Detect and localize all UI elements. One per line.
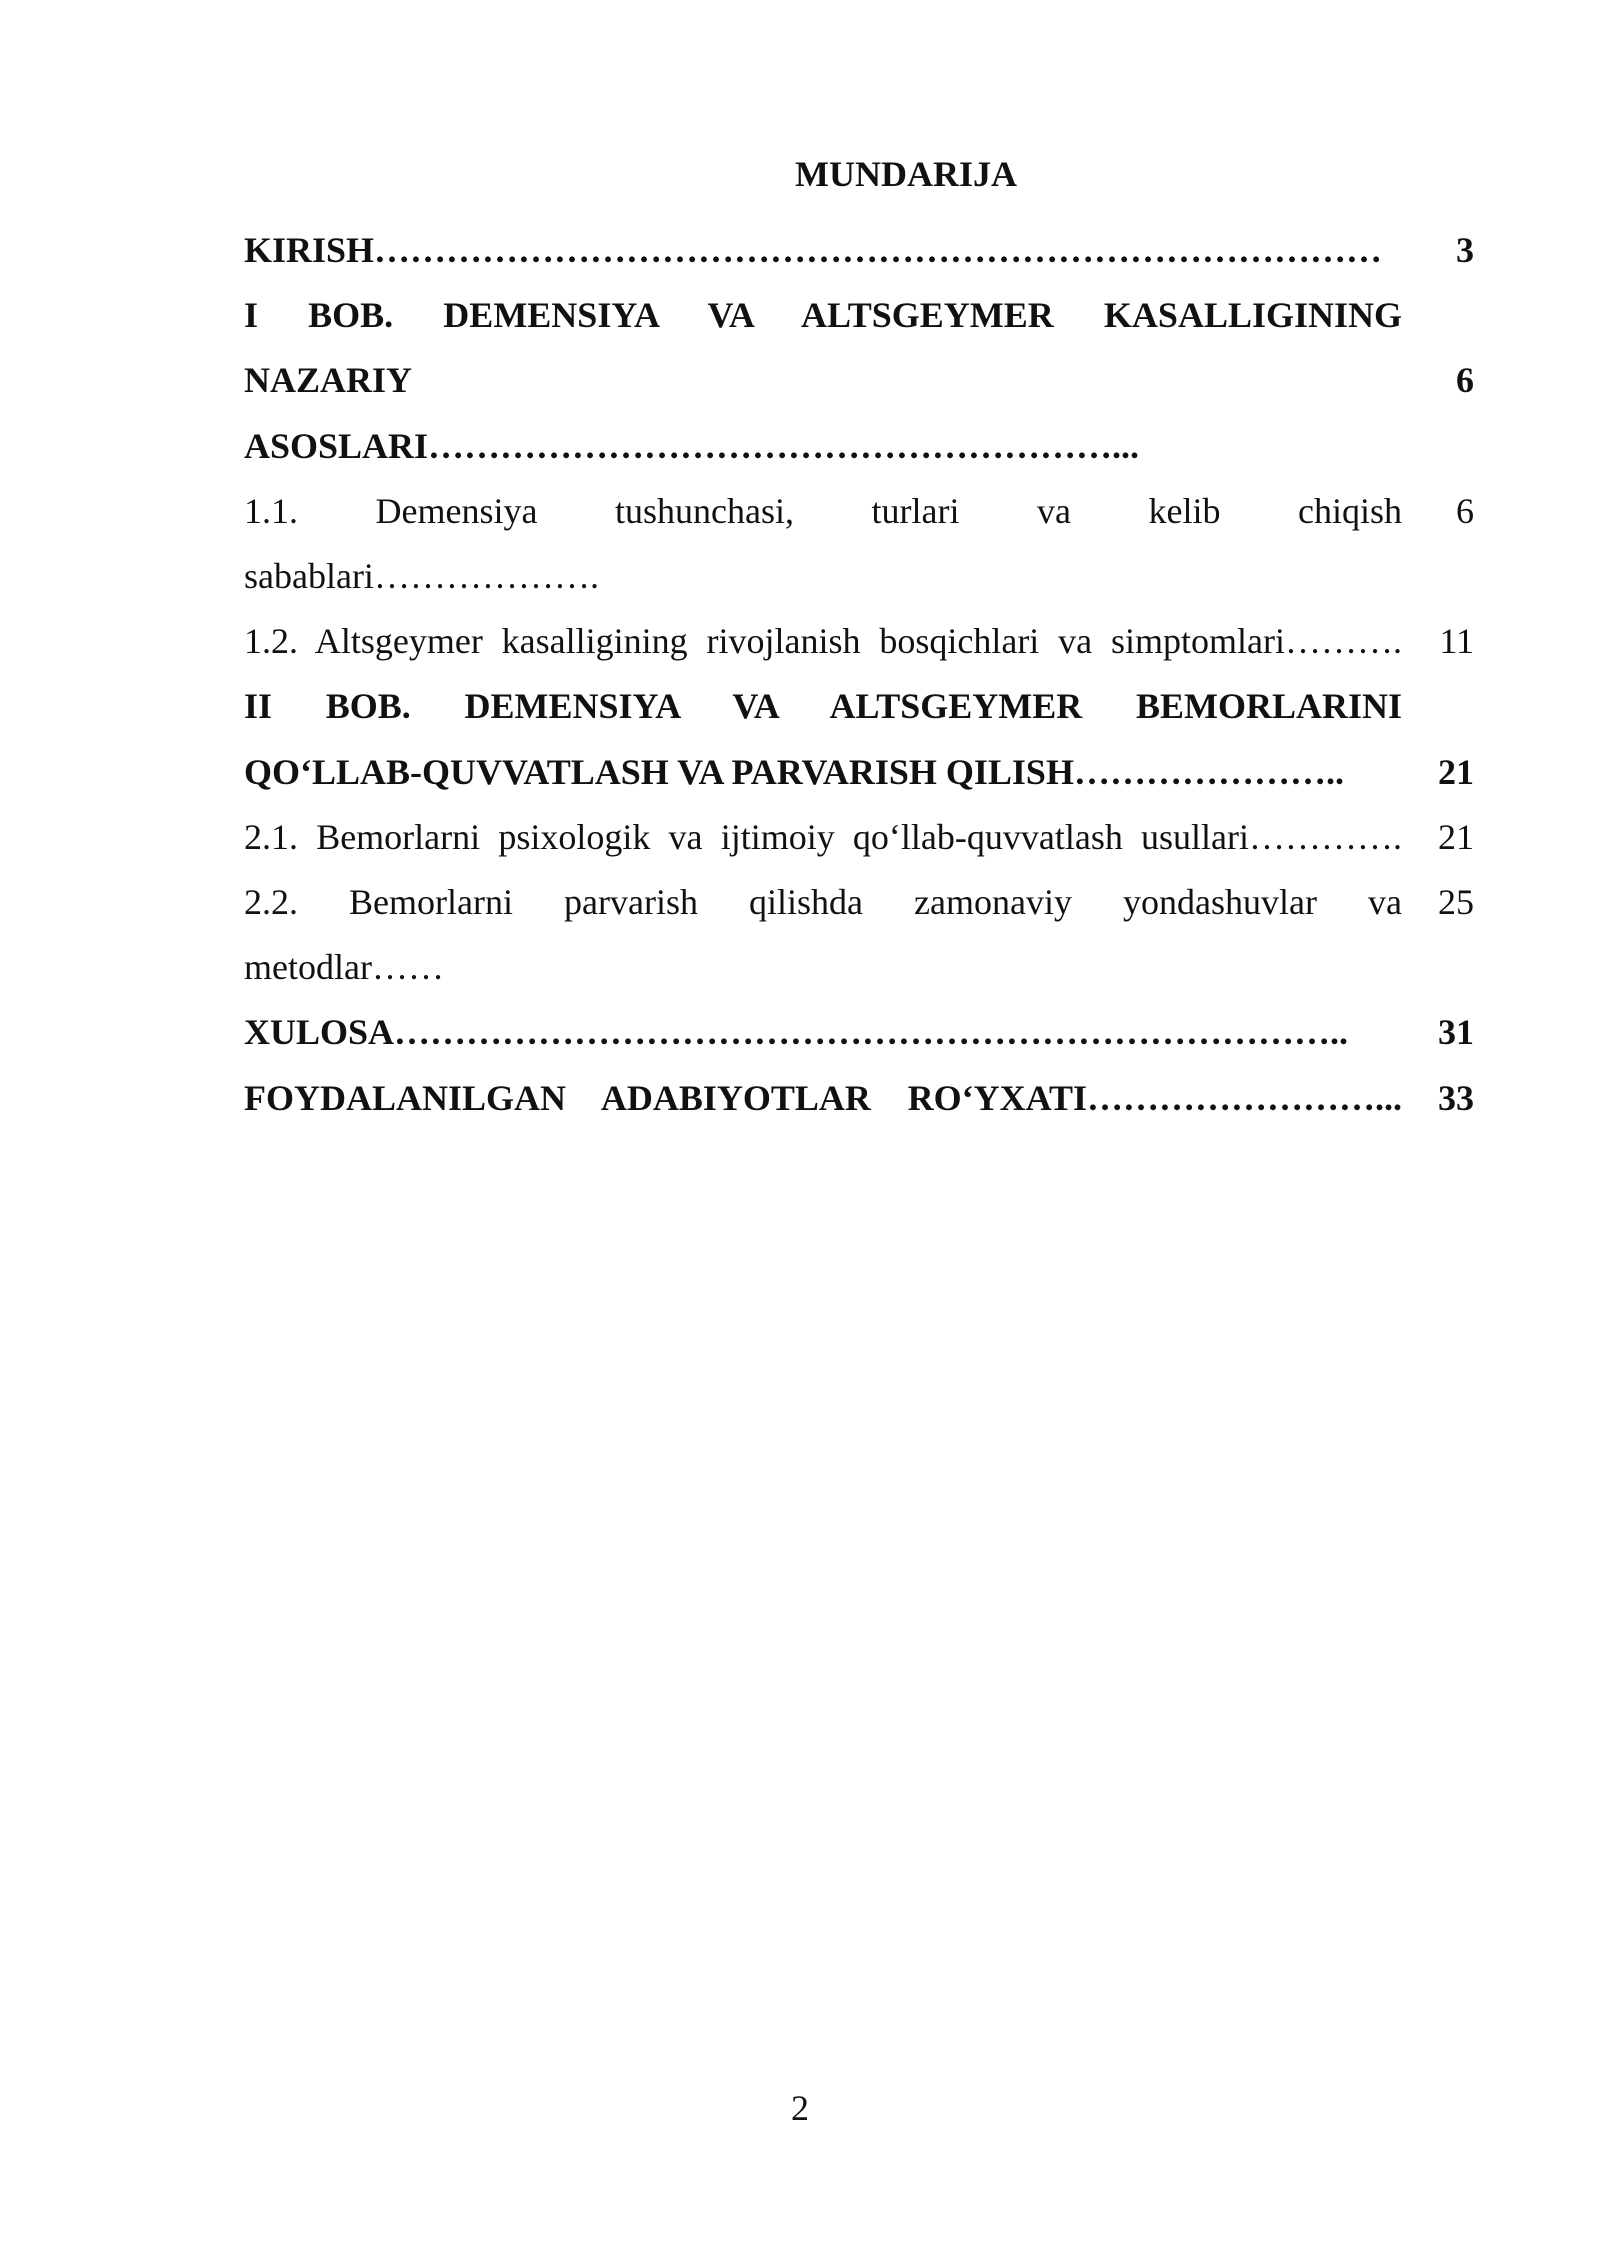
toc-entry-2-2-line2 [244,935,1474,1000]
toc-entry-1-2 [244,609,1474,674]
toc-entry-2-2 [244,870,1474,935]
toc-entry-page: 33 [1438,1077,1474,1118]
toc-title: MUNDARIJA [795,154,1017,194]
toc-entry-bob2-line2 [244,740,1474,805]
toc-entry-line: metodlar…… [244,947,444,988]
toc-entry-page: 21 [1438,816,1474,857]
toc-entry-line: 1.1. Demensiya tushunchasi, turlari va kelib chiqish [244,490,1402,531]
toc-entry-line: II BOB. DEMENSIYA VA ALTSGEYMER BEMORLARINI [244,686,1402,727]
toc-entry-bob2 [244,674,1474,739]
toc-entry-line: sabablari………………. [244,556,599,597]
toc-entry-page: 31 [1438,1012,1474,1053]
toc-entry-2-1 [244,805,1474,870]
toc-entry-text: 2.1. Bemorlarni psixologik va ijtimoiy qo‘llab-quvvatlash usullari…………. [244,816,1402,857]
toc-entry-line: 2.2. Bemorlarni parvarish qilishda zamonaviy yondashuvlar va [244,882,1402,923]
toc-entry-page: 3 [1456,230,1474,270]
toc-entry-line: ASOSLARI…………………………………………………... [244,425,1140,466]
toc-entry-bob1 [244,283,1474,348]
toc-entry-page: 6 [1456,490,1474,531]
toc-entry-text: 1.2. Altsgeymer kasalligining rivojlanish bosqichlari va simptomlari………. [244,621,1402,662]
toc-entry-line: NAZARIY [244,360,413,401]
toc-entry-text: FOYDALANILGAN ADABIYOTLAR RO‘YXATI……………………... [244,1077,1402,1118]
toc-entry-kirish [244,218,1474,283]
toc-entry-text-block [244,283,1402,348]
toc-entry-page: 6 [1456,360,1474,401]
toc-entry-page: 21 [1438,751,1474,792]
page-number: 2 [791,2088,809,2128]
toc-entry-page: 25 [1438,882,1474,923]
toc-entry-bob1-line2 [244,348,1474,413]
toc-entry-text: XULOSA…………………………………………………………………….. [244,1012,1349,1053]
toc-entry-page: 11 [1439,621,1474,662]
toc-entry-text: KIRISH………………………………………………………………………… [244,230,1383,270]
toc-entry-line: QO‘LLAB-QUVVATLASH VA PARVARISH QILISH………………….. [244,751,1344,792]
toc-entry-adabiyotlar [244,1066,1474,1131]
toc-entry-xulosa [244,1000,1474,1065]
toc-entry-1-1-line2 [244,544,1474,609]
toc-entry-1-1 [244,479,1474,544]
toc-entry-line: I BOB. DEMENSIYA VA ALTSGEYMER KASALLIGINING [244,295,1402,336]
table-of-contents [244,218,1474,1131]
toc-entry-bob1-line3 [244,414,1474,479]
